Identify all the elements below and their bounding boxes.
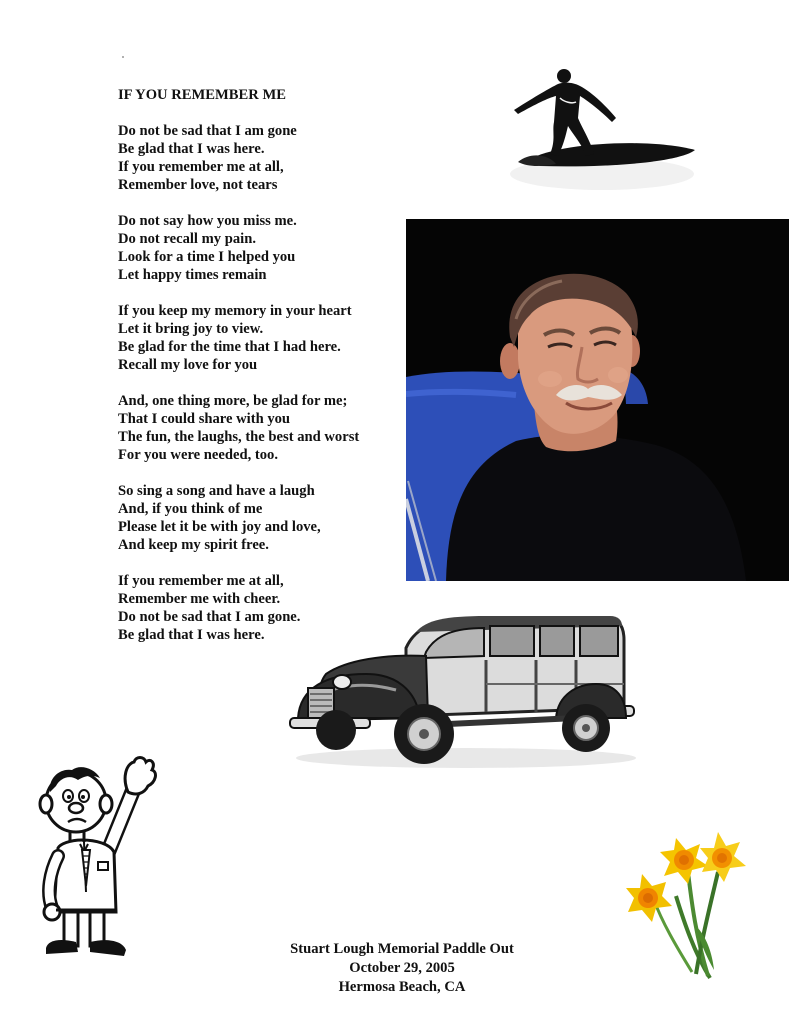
poem-line: Be glad for the time that I had here. <box>118 339 341 355</box>
waving-cartoon-man-icon <box>30 752 160 964</box>
poem-line: Look for a time I helped you <box>118 249 296 265</box>
poem-line: Let it bring joy to view. <box>118 321 264 337</box>
poem-line: If you remember me at all, <box>118 159 284 175</box>
poem-line: Do not be sad that I am gone <box>118 123 297 139</box>
poem-line: Be glad that I was here. <box>118 627 265 643</box>
poem-line: Recall my love for you <box>118 357 258 373</box>
poem-line: Do not recall my pain. <box>118 231 256 247</box>
poem-line: The fun, the laughs, the best and worst <box>118 429 360 445</box>
poem-line: That I could share with you <box>118 411 291 427</box>
poem-line: Please let it be with joy and love, <box>118 519 321 535</box>
memorial-location: Hermosa Beach, CA <box>338 979 466 995</box>
poem-line: For you were needed, too. <box>118 447 278 463</box>
poem-line: Do not be sad that I am gone. <box>118 609 301 625</box>
poem-line: Remember me with cheer. <box>118 591 281 607</box>
scan-speck <box>122 56 124 58</box>
poem-line: Be glad that I was here. <box>118 141 265 157</box>
poem-line: Remember love, not tears <box>118 177 278 193</box>
stanza-2 <box>118 212 408 284</box>
poem-line: And, one thing more, be glad for me; <box>118 393 348 409</box>
memorial-date: October 29, 2005 <box>349 960 455 976</box>
woody-car-icon <box>286 608 638 778</box>
poem-line: If you remember me at all, <box>118 573 284 589</box>
poem-line: So sing a song and have a laugh <box>118 483 315 499</box>
poem-line: Let happy times remain <box>118 267 267 283</box>
poem-line: If you keep my memory in your heart <box>118 303 352 319</box>
memorial-footer <box>250 940 554 997</box>
poem-line: Do not say how you miss me. <box>118 213 297 229</box>
stanza-3 <box>118 302 408 374</box>
daffodils-icon <box>626 826 748 982</box>
stanza-1 <box>118 122 408 194</box>
poem <box>118 86 408 662</box>
poem-line: And keep my spirit free. <box>118 537 269 553</box>
surfer-silhouette-icon <box>500 62 700 194</box>
stanza-5 <box>118 482 408 554</box>
portrait-photo <box>406 219 789 581</box>
memorial-event-name: Stuart Lough Memorial Paddle Out <box>290 941 514 957</box>
poem-line: And, if you think of me <box>118 501 263 517</box>
poem-title: IF YOU REMEMBER ME <box>118 87 286 103</box>
stanza-4 <box>118 392 408 464</box>
